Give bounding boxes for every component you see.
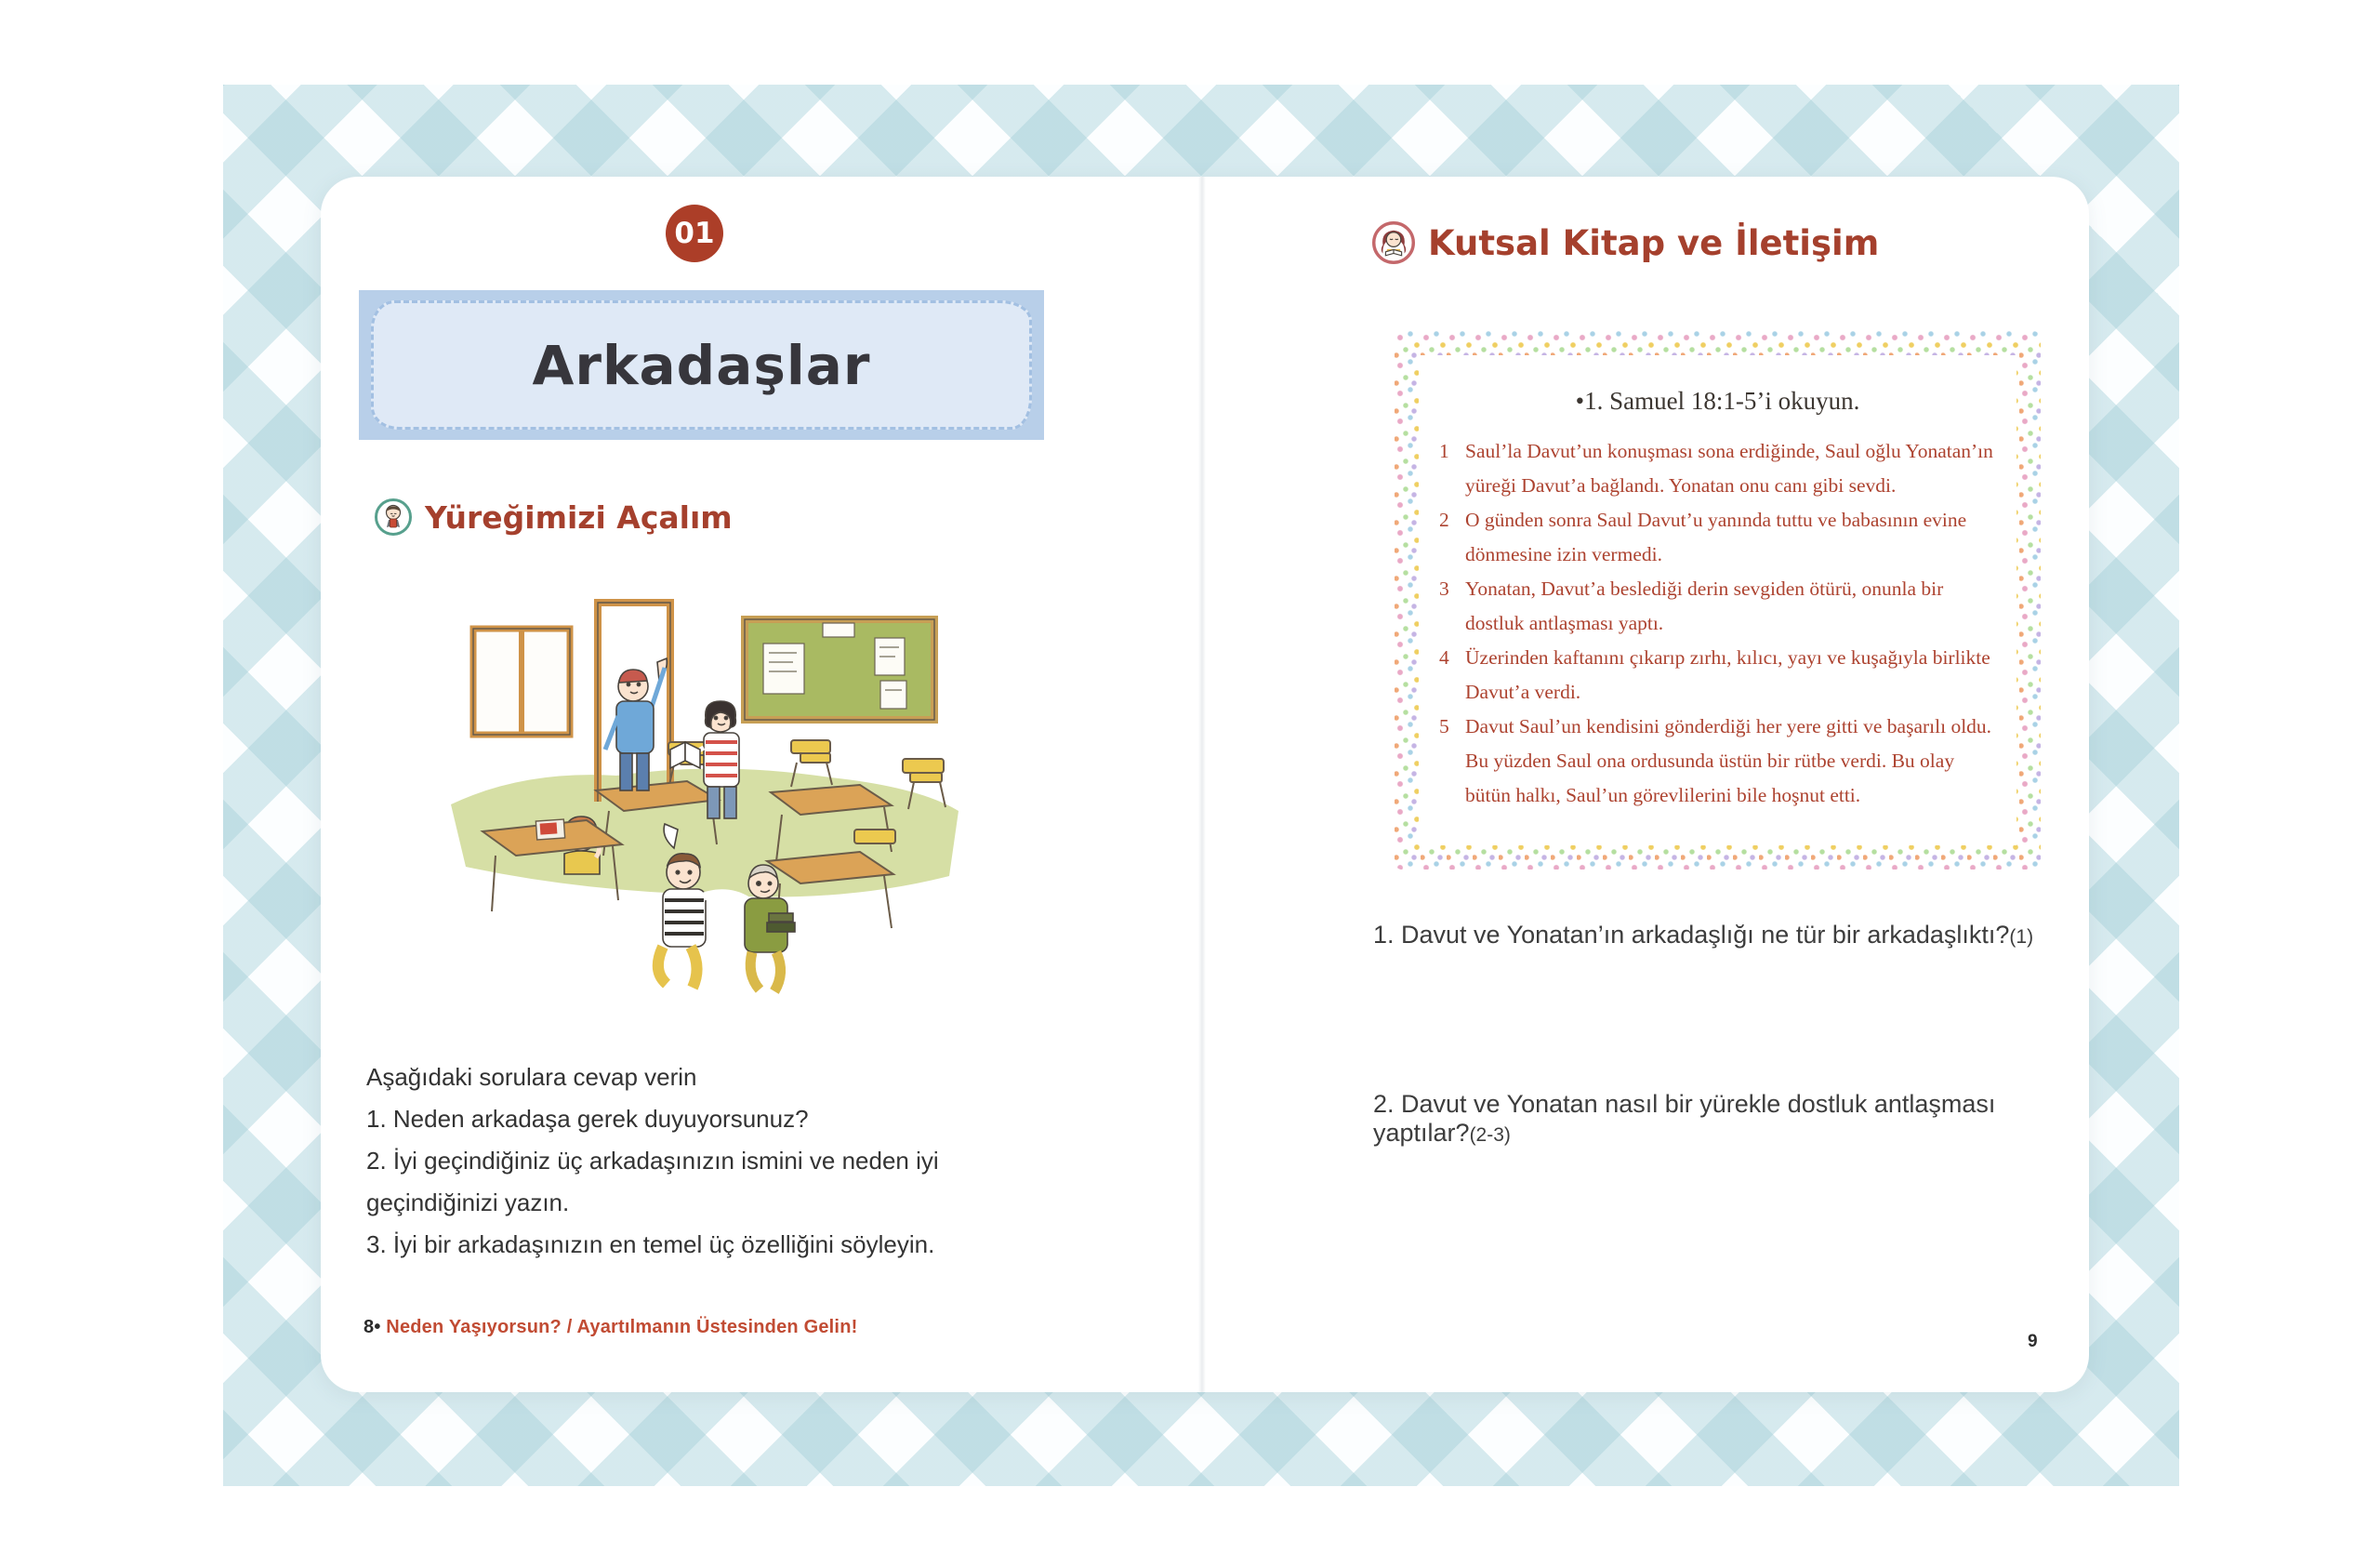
chapter-title: Arkadaşlar [532,333,871,397]
scripture-passage-box [1395,331,2041,870]
verse-5: 5 Davut Saul’un kendisini gönderdiği her yere gitti ve başarılı oldu. Bu yüzden Saul ona ordusunda üstün bir rütbe verdi. Bu olay bütün halkı, Saul’un görevlilerini bile hoşnut etti. [1439,715,1992,806]
book-spine-divider [1198,177,1206,1392]
footer-page-number: 8• [364,1317,381,1337]
footer-book-title: Neden Yaşıyorsun? / Ayartılmanın Üstesinden Gelin! [386,1317,858,1337]
open-book-spread [321,177,2089,1392]
chapter-number-badge: 01 [666,205,723,262]
left-section-title: Yüreğimizi Açalım [425,498,733,536]
verse-list [1439,434,1994,813]
left-question-2: 2. İyi geçindiğiniz üç arkadaşınızın ismini ve neden iyi geçindiğinizi yazın. [366,1147,939,1216]
left-question-1: 1. Neden arkadaşa gerek duyuyorsunuz? [366,1105,809,1133]
right-question-1: 1. Davut ve Yonatan’ın arkadaşlığı ne tür bir arkadaşlıktı?(1) [1373,921,2034,949]
boy-reading-book-icon [375,498,412,536]
verse-2: 2 O günden sonra Saul Davut’u yanında tuttu ve babasının evine dönmesine izin vermedi. [1439,509,1967,565]
verse-4: 4 Üzerinden kaftanını çıkarıp zırhı, kılıcı, yayı ve kuşağıyla birlikte Davut’a verdi. [1439,646,1990,703]
verse-1: 1 Saul’la Davut’un konuşması sona erdiğinde, Saul oğlu Yonatan’ın yüreği Davut’a bağlandı. Yonatan onu canı gibi sevdi. [1439,440,1993,497]
verse-3: 3 Yonatan, Davut’a beslediği derin sevgiden ötürü, onunla bir dostluk antlaşması yaptı. [1439,578,1944,634]
left-section-header [375,498,733,536]
chapter-title-banner-inner [371,300,1032,430]
right-section-header [1372,221,1879,264]
left-question-list [366,1056,1073,1266]
right-section-title: Kutsal Kitap ve İletişim [1428,222,1880,263]
left-questions-intro: Aşağıdaki sorulara cevap verin [366,1063,697,1091]
right-question-2: 2. Davut ve Yonatan nasıl bir yürekle dostluk antlaşması yaptılar?(2-3) [1373,1090,1996,1147]
left-question-3: 3. İyi bir arkadaşınızın en temel üç özelliğini söyleyin. [366,1230,935,1258]
right-page-number: 9 [2028,1332,2038,1351]
verse-reference: (2-3) [1469,1124,1511,1146]
chapter-title-banner [359,290,1044,440]
verse-reference: (1) [2009,926,2034,948]
girl-reading-book-icon [1372,221,1415,264]
classroom-illustration [440,577,970,1009]
scripture-reference-title: •1. Samuel 18:1-5’i okuyun. [1575,387,1860,415]
left-page-footer [364,1317,857,1338]
scripture-passage-inner [1419,355,2016,845]
